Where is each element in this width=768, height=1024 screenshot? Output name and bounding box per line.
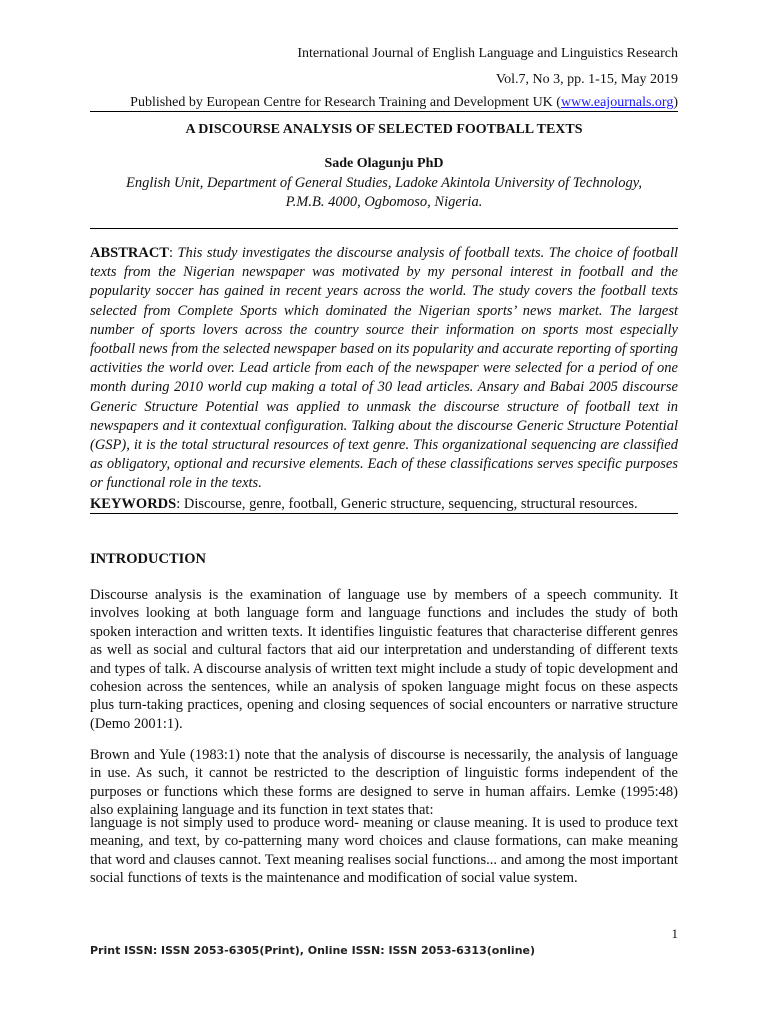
publisher-prefix: Published by European Centre for Research Training and Development UK ( (130, 95, 561, 110)
publisher-line (130, 94, 678, 112)
body-paragraph: Discourse analysis is the examination of language use by members of a speech community. It involves looking at both language form and language functions and includes the study of both spoken interaction and written texts. It identifies linguistic features that characterise different genres as well as social and cultural factors that aid our interpretation and understanding of different texts and types of talk. A discourse analysis of written text might include a study of topic development and cohesion across the sentences, while an analysis of spoken language might focus on these aspects plus turn-taking practices, opening and closing sequences of social encounters or narrative structure (Demo 2001:1). (90, 587, 678, 732)
affiliation-line-2: P.M.B. 4000, Ogbomoso, Nigeria. (285, 194, 483, 210)
author-name: Sade Olagunju PhD (324, 156, 444, 171)
abstract-text: This study investigates the discourse analysis of football texts. The choice of football texts from the Nigerian newspaper was motivated by my personal interest in football and the popularity soccer has gained in recent years across the world. The study covers the football texts selected from Complete Sports which dominated the Nigerian sports’ news market. The largest number of sports lovers across the country source their information on sports most especially football news from the selected newspaper based on its popularity and accurate reporting of sporting activities the world over. Lead article from each of the newspaper were selected for a period of one month during 2010 world cup making a total of 30 lead articles. Ansary and Babai 2005 discourse Generic Structure Potential was applied to unmask the discourse structure of football text in newspapers and it contextual configuration. Talking about the discourse Generic Structure Potential (GSP), it is the total structural resources of text genre. This organizational sequencing are classified as obligatory, optional and recursive elements. Each of these classifications serves specific purposes or functional role in the texts. (90, 245, 678, 492)
keywords-divider (90, 513, 678, 514)
page-number: 1 (671, 926, 678, 941)
keywords-label: KEYWORDS (90, 496, 177, 512)
journal-name: International Journal of English Language and Linguistics Research (297, 46, 678, 61)
publisher-link[interactable]: www.eajournals.org (560, 95, 674, 110)
affiliation-line-1: English Unit, Department of General Studies, Ladoke Akintola University of Technology, (126, 175, 642, 191)
journal-volume: Vol.7, No 3, pp. 1-15, May 2019 (495, 72, 678, 87)
abstract: ABSTRACT: This study investigates the discourse analysis of football texts. The choice of football texts from the Nigerian newspaper was motivated by my personal interest in football and the popularity soccer has gained in recent years across the world. The study covers the football texts selected from Complete Sports which dominated the Nigerian sports’ news market. The largest number of sports lovers across the country source their information on sports most especially football news from the selected newspaper based on its popularity and accurate reporting of sporting activities the world over. Lead article from each of the newspaper were selected for a period of one month during 2010 world cup making a total of 30 lead articles. Ansary and Babai 2005 discourse Generic Structure Potential was applied to unmask the discourse structure of football text in newspapers and it contextual configuration. Talking about the discourse Generic Structure Potential (GSP), it is the total structural resources of text genre. This organizational sequencing are classified as obligatory, optional and recursive elements. Each of these classifications serves specific purposes or functional role in the texts. (90, 245, 678, 492)
paper-title: A DISCOURSE ANALYSIS OF SELECTED FOOTBALL TEXTS (185, 122, 583, 137)
body-paragraph: Brown and Yule (1983:1) note that the analysis of discourse is necessarily, the analysis of language in use. As such, it cannot be restricted to the description of linguistic forms independent of the purposes or functions which these forms are designed to serve in human affairs. Lemke (1995:48) also explaining language and its function in text states that: (90, 747, 678, 819)
header-divider (90, 111, 678, 112)
keywords: KEYWORDS: Discourse, genre, football, Generic structure, sequencing, structural resources. (90, 496, 638, 512)
section-heading-introduction: INTRODUCTION (90, 551, 207, 567)
keywords-text: Discourse, genre, football, Generic structure, sequencing, structural resources. (183, 496, 638, 512)
block-quote: language is not simply used to produce word- meaning or clause meaning. It is used to produce text meaning, and text, by co-patterning many word choices and clause formations, can make meaning that word and clauses cannot. Text meaning realises social functions... and among the most important social functions of texts is the maintenance and modification of social value system. (90, 815, 678, 887)
author-affiliation (90, 174, 678, 212)
author-divider (90, 228, 678, 229)
abstract-label: ABSTRACT (90, 245, 169, 261)
publisher-suffix: ) (673, 95, 678, 110)
issn-footer: Print ISSN: ISSN 2053-6305(Print), Online ISSN: ISSN 2053-6313(online) (90, 944, 536, 957)
